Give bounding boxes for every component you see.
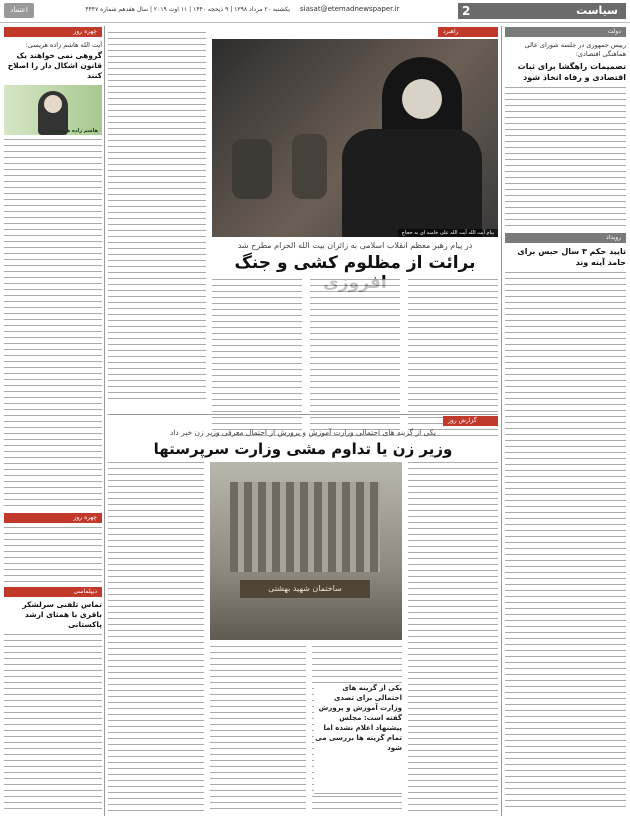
portrait-photo: [4, 85, 102, 135]
article-kicker: رییس جمهوری در جلسه شورای عالی هماهنگی اقتصادی:: [524, 41, 626, 58]
article-kicker: آیت الله هاشم زاده هریسی:: [25, 41, 102, 49]
newspaper-logo: اعتماد: [4, 3, 34, 18]
article-body: [4, 634, 102, 814]
figure-face: [402, 79, 442, 119]
article-body: [505, 272, 626, 812]
article-body: [4, 527, 102, 583]
portrait-face: [44, 95, 62, 113]
tag-event: [505, 233, 626, 243]
article-headline[interactable]: گروهی نمی خواهند یک قانون اشکال دار را اصلاح کنند: [7, 51, 102, 80]
main-kicker: در پیام رهبر معظم انقلاب اسلامی به زائران بیت الله الحرام مطرح شد: [237, 241, 473, 250]
building-sign: ساختمان شهید بهشتی: [240, 580, 370, 598]
main-photo: [212, 39, 498, 237]
article-body-col: [408, 462, 498, 812]
photo-caption: هاشم زاده هریسی: [51, 128, 98, 134]
tag-label: چهره روز: [73, 514, 97, 521]
tag-label: دولت: [607, 28, 621, 35]
main-headline[interactable]: برائت از مظلوم کشی و جنگ: [234, 253, 476, 273]
page-header: [0, 0, 630, 23]
tag-strategy: [438, 27, 498, 37]
tag-label: دیپلماسی: [73, 588, 97, 595]
figure-robe: [342, 129, 482, 237]
second-kicker: یکی از گزینه های احتمالی وزارت آموزش و پرورش از احتمال معرفی وزیر زن خبر داد: [169, 428, 437, 437]
page-number: 2: [462, 4, 471, 18]
tag-label: رویداد: [606, 234, 621, 241]
article-body: [4, 139, 102, 509]
second-article: [108, 416, 498, 816]
right-column: [505, 27, 626, 812]
article-headline[interactable]: تایید حکم ۳ سال حبس برای حامد آینه وند: [517, 247, 626, 267]
article-headline[interactable]: تماس تلفنی سرلشکر باقری با همتای ارشد پاکستانی: [22, 600, 102, 629]
article-headline[interactable]: تصمیمات راهگشا برای ثبات اقتصادی و رفاه اتخاذ شود: [517, 62, 626, 82]
background-person: [292, 134, 327, 199]
main-article: [212, 27, 498, 273]
tag-face-of-day-2: [4, 513, 102, 523]
tag-label: راهبرد: [443, 28, 459, 35]
article-body: [505, 87, 626, 227]
tag-label: گزارش روز: [448, 417, 477, 424]
building-photo: [210, 462, 402, 640]
tag-government: [505, 27, 626, 37]
section-divider: [108, 414, 498, 415]
article-body-col: [108, 462, 204, 812]
second-headline[interactable]: وزیر زن یا تداوم مشی وزارت سرپرستها: [153, 440, 453, 458]
section-label: [458, 3, 626, 19]
tag-diplomacy: [4, 587, 102, 597]
tag-label: چهره روز: [73, 28, 97, 35]
left-column: [4, 27, 102, 814]
background-person: [232, 139, 272, 199]
website-address[interactable]: siasat@etemadnewspaper.ir: [300, 5, 400, 13]
article-body-col: [210, 646, 306, 812]
article-body-col: [108, 32, 206, 402]
photo-caption: پیام آیت الله آیت الله علی خامنه ای به حجاج: [398, 229, 498, 237]
column-divider: [104, 26, 105, 816]
column-divider: [501, 26, 502, 816]
section-name: سیاست: [576, 4, 618, 17]
pull-quote: یکی از گزینه های احتمالی برای تصدی وزارت آموزش و پرورش گفته است: مجلس پیشنهاد اعلام نشده اما تمام گزینه ها بررسی می شود: [314, 682, 402, 794]
building-facade: [230, 482, 380, 572]
tag-face-of-day: [4, 27, 102, 37]
dateline: یکشنبه ۲۰ مرداد ۱۳۹۸ | ۹ ذیحجه ۱۴۴۰ | ۱۱ اوت ۲۰۱۹ | سال هفدهم شماره ۴۴۴۷: [85, 6, 290, 13]
tag-report: [443, 416, 498, 426]
